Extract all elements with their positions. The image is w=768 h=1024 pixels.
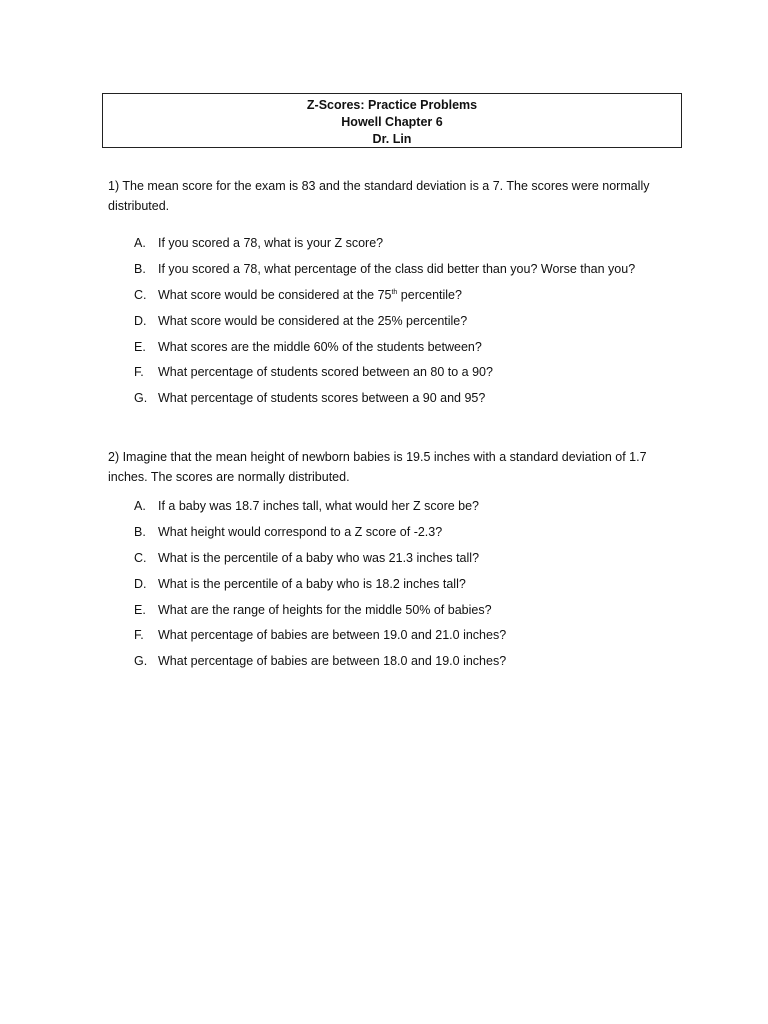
list-item [134, 312, 694, 338]
document-title: Z-Scores: Practice Problems [306, 98, 478, 112]
document-subtitle: Howell Chapter 6 [341, 115, 443, 129]
item-text: What scores are the middle 60% of the students between? [158, 339, 482, 354]
item-letter: C. [134, 287, 147, 302]
list-item [134, 549, 694, 575]
question-1-prompt: 1) The mean score for the exam is 83 and the standard deviation is a 7. The scores were normally distributed. [108, 179, 650, 213]
item-letter: F. [134, 628, 144, 643]
item-letter: B. [134, 524, 146, 539]
item-text: If you scored a 78, what percentage of the class did better than you? Worse than you? [158, 261, 636, 276]
list-item [134, 338, 694, 364]
list-item [134, 601, 694, 627]
question-2-prompt: 2) Imagine that the mean height of newborn babies is 19.5 inches with a standard deviation of 1.7 inches. The scores are normally distributed. [108, 450, 647, 484]
item-text: What height would correspond to a Z score of -2.3? [158, 524, 443, 539]
list-item [134, 234, 694, 260]
list-item [134, 652, 694, 678]
item-letter: G. [134, 391, 148, 406]
item-text: If a baby was 18.7 inches tall, what would her Z score be? [158, 499, 480, 513]
list-item [134, 260, 694, 286]
document-author: Dr. Lin [372, 132, 412, 146]
question-1-items [134, 234, 694, 415]
list-item [134, 626, 694, 652]
item-letter: E. [134, 339, 146, 354]
item-letter: D. [134, 576, 147, 591]
ordinal-superscript: th [391, 288, 398, 296]
item-text: What is the percentile of a baby who was 21.3 inches tall? [158, 550, 480, 565]
item-text-after: percentile? [397, 287, 462, 302]
list-item [134, 286, 694, 312]
item-letter: E. [134, 602, 146, 617]
item-letter: A. [134, 236, 146, 250]
title-box [102, 93, 682, 148]
item-letter: B. [134, 261, 146, 276]
list-item [134, 523, 694, 549]
item-text: What score would be considered at the 75 [158, 287, 392, 302]
list-item [134, 389, 694, 415]
list-item [134, 575, 694, 601]
item-letter: F. [134, 365, 144, 380]
item-text: What percentage of students scored between an 80 to a 90? [158, 365, 493, 380]
item-text: What score would be considered at the 25% percentile? [158, 313, 468, 328]
item-text: What percentage of babies are between 18.0 and 19.0 inches? [158, 654, 507, 669]
item-text: What is the percentile of a baby who is 18.2 inches tall? [158, 576, 466, 591]
item-text: If you scored a 78, what is your Z score? [158, 236, 384, 250]
item-text-with-superscript [158, 286, 462, 304]
item-text: What are the range of heights for the middle 50% of babies? [158, 602, 492, 617]
question-2-items [134, 497, 694, 678]
item-letter: G. [134, 654, 148, 669]
list-item [134, 363, 694, 389]
item-letter: C. [134, 550, 147, 565]
item-letter: A. [134, 499, 146, 513]
item-text: What percentage of babies are between 19.0 and 21.0 inches? [158, 628, 507, 643]
item-text: What percentage of students scores between a 90 and 95? [158, 391, 486, 406]
item-letter: D. [134, 313, 147, 328]
list-item [134, 497, 694, 523]
